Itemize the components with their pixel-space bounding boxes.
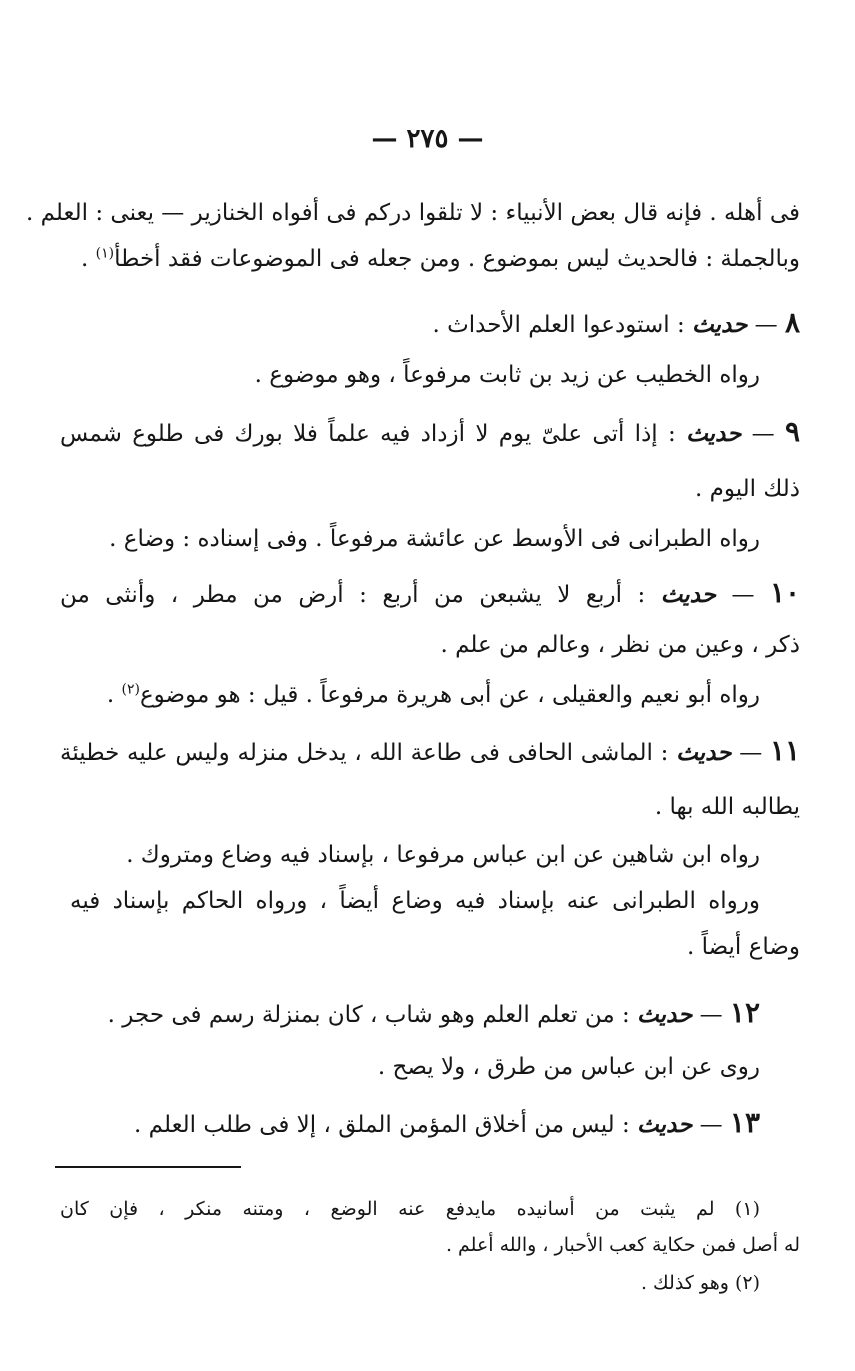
entry-8-source: رواه الخطيب عن زيد بن ثابت مرفوعاً ، وهو موضوع . — [254, 362, 760, 388]
entry-10-source — [106, 678, 760, 712]
entry-11-continuation: يطالبه الله بها . — [654, 794, 800, 820]
entry-dash: — — [692, 1002, 730, 1028]
entry-9-continuation: ذلك اليوم . — [694, 476, 800, 502]
entry-9-source: رواه الطبرانى فى الأوسط عن عائشة مرفوعاً . وفى إسناده : وضاع . — [109, 526, 760, 552]
page-number: — ٢٧٥ — — [371, 124, 484, 154]
intro-line-2-text: وبالجملة : فالحديث ليس بموضوع . ومن جعله فى الموضوعات فقد أخطأ — [114, 246, 800, 272]
entry-11-source-2: ورواه الطبرانى عنه بإسناد فيه وضاع أيضاً ، ورواه الحاكم بإسناد فيه — [70, 888, 760, 914]
hadith-label: حديث — [676, 739, 732, 766]
hadith-entry-8 — [60, 306, 800, 342]
hadith-label: حديث — [660, 581, 716, 608]
hadith-entry-13 — [120, 1106, 760, 1142]
entry-dash: — — [731, 740, 770, 766]
entry-number: ٨ — [784, 306, 800, 339]
hadith-text: : ليس من أخلاق المؤمن الملق ، إلا فى طلب العلم . — [134, 1112, 638, 1138]
entry-11-source-3: وضاع أيضاً . — [686, 934, 800, 960]
entry-11-source-1: رواه ابن شاهين عن ابن عباس مرفوعا ، بإسناد فيه وضاع ومتروك . — [126, 842, 760, 868]
entry-10-source-text: رواه أبو نعيم والعقيلى ، عن أبى هريرة مرفوعاً . قيل : هو موضوع — [139, 682, 760, 708]
intro-line-1: فى أهله . فإنه قال بعض الأنبياء : لا تلقوا دركم فى أفواه الخنازير — يعنى : العلم . — [25, 200, 800, 226]
hadith-text: : استودعوا العلم الأحداث . — [432, 312, 693, 338]
footnote-1-line-2: له أصل فمن حكاية كعب الأحبار ، والله أعلم . — [445, 1234, 800, 1256]
footnote-1-line-1: (١) لم يثبت من أسانيده مايدفع عنه الوضع ، ومتنه منكر ، فإن كان — [60, 1198, 760, 1220]
entry-number: ١١ — [769, 734, 801, 767]
hadith-text: : إذا أتى علىّ يوم لا أزداد فيه علماً فلا بورك فى طلوع شمس — [60, 421, 687, 447]
entry-dash: — — [741, 421, 785, 447]
entry-number: ١٠ — [769, 576, 801, 609]
footnote-separator — [55, 1166, 241, 1168]
intro-line-2-end: . — [80, 246, 96, 272]
hadith-label: حديث — [637, 1001, 693, 1028]
hadith-entry-12 — [107, 996, 760, 1032]
footnote-mark-2: (٢) — [121, 681, 140, 698]
entry-number: ١٢ — [729, 996, 760, 1029]
entry-number: ٩ — [784, 415, 800, 448]
entry-10-source-end: . — [106, 682, 122, 708]
hadith-text: : الماشى الحافى فى طاعة الله ، يدخل منزله وليس عليه خطيئة — [60, 740, 677, 766]
entry-12-source: روى عن ابن عباس من طرق ، ولا يصح . — [377, 1054, 760, 1080]
entry-dash: — — [692, 1112, 730, 1138]
footnote-mark-1: (١) — [95, 245, 115, 262]
hadith-entry-9 — [60, 415, 800, 451]
entry-number: ١٣ — [729, 1106, 760, 1139]
hadith-label: حديث — [692, 311, 748, 338]
hadith-text: : أربع لا يشبعن من أربع : أرض من مطر ، وأنثى من — [60, 582, 661, 608]
intro-line-2 — [60, 242, 800, 276]
hadith-entry-11 — [60, 734, 800, 770]
footnote-2: (٢) وهو كذلك . — [640, 1272, 760, 1294]
hadith-entry-10 — [60, 576, 800, 612]
hadith-label: حديث — [686, 420, 742, 447]
entry-dash: — — [747, 312, 785, 338]
hadith-text: : من تعلم العلم وهو شاب ، كان بمنزلة رسم فى حجر . — [107, 1002, 638, 1028]
entry-10-continuation: ذكر ، وعين من نظر ، وعالم من علم . — [440, 632, 800, 658]
entry-dash: — — [715, 582, 770, 608]
hadith-label: حديث — [637, 1111, 693, 1138]
